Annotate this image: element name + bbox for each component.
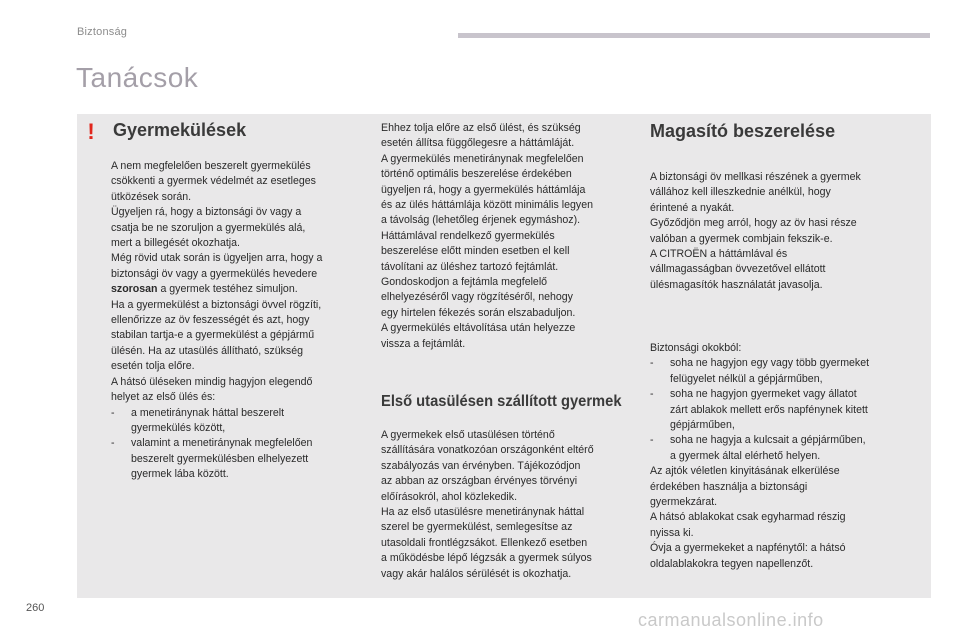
list-item: [111, 406, 322, 437]
list-item-line: a gyermek által elérhető helyen.: [670, 449, 821, 462]
text-line: vállmagasságban övvezetővel ellátott: [650, 263, 826, 276]
list-item: [650, 356, 869, 387]
text-line: távolítani az üléshez tartozó fejtámlát.: [381, 260, 559, 273]
text-line: helyet az első ülés és:: [111, 391, 216, 404]
list-item-line: gyermekülés között,: [131, 421, 226, 434]
bold-word-rest: a gyermek testéhez simuljon.: [157, 283, 298, 296]
text-line: A biztonsági öv mellkasi részének a gyermek: [650, 171, 861, 183]
text-line: A gyermekülés eltávolítása után helyezze: [381, 322, 576, 335]
text-line: nyissa ki.: [650, 526, 694, 539]
text-line: utasoldali frontlégzsákot. Ellenkező esetben: [381, 536, 588, 549]
tight-fit-line: [111, 282, 322, 297]
text-line: stabilan tartja-e a gyermekülést a gépjármű: [111, 329, 315, 342]
list-item-line: gyermek lába között.: [131, 468, 229, 481]
list-dash: -: [650, 388, 654, 401]
list-item-line: soha ne hagyjon gyermeket vagy állatot: [670, 388, 857, 401]
safety-reasons-text: [650, 341, 869, 572]
text-line: ülésmagasítók használatát javasolja.: [650, 278, 823, 291]
text-line: A nem megfelelően beszerelt gyermekülés: [111, 160, 311, 172]
text-line: A gyermekülés menetiránynak megfelelően: [381, 152, 584, 165]
text-line: Ha az első utasülésre menetiránynak háttal: [381, 506, 585, 519]
bold-word-tightly: szorosan: [111, 283, 158, 296]
list-item: [111, 436, 322, 482]
list-dash: -: [111, 437, 115, 450]
list-item-line: gépjárműben,: [670, 419, 735, 432]
text-line: Ehhez tolja előre az első ülést, és szükség: [381, 122, 581, 134]
list-dash: -: [650, 357, 654, 370]
safety-extra-lines: [650, 464, 869, 572]
text-line: mert a billegését okozhatja.: [111, 237, 240, 250]
text-line: biztonsági öv vagy a gyermekülés hevedere: [111, 267, 318, 280]
front-passenger-title: Első utasülésen szállított gyermek: [381, 393, 622, 410]
text-line: a távolság (lehetőleg érjenek egymáshoz).: [381, 214, 581, 227]
front-passenger-text: [381, 428, 594, 582]
text-line: csatja be ne szoruljon a gyermekülés alá,: [111, 221, 306, 234]
list-dash: -: [111, 406, 115, 419]
list-item-line: soha ne hagyja a kulcsait a gépjárműben,: [670, 434, 866, 447]
booster-text: [650, 170, 861, 293]
text-line: esetén állítsa függőlegesre a háttámláját.: [381, 137, 575, 150]
text-line: Az ajtók véletlen kinyitásának elkerülése: [650, 465, 840, 478]
text-line: szabályozás van érvényben. Tájékozódjon: [381, 459, 581, 472]
text-line: szerel be gyermekülést, semlegesítse az: [381, 521, 573, 534]
text-line: Győződjön meg arról, hogy az öv hasi része: [650, 217, 857, 230]
text-line: A hátsó üléseken mindig hagyjon elegendő: [111, 375, 313, 388]
text-line: és az ülés háttámlája között minimális legyen: [381, 199, 593, 212]
text-line: érintené a nyakát.: [650, 201, 735, 214]
list-dash: -: [650, 434, 654, 447]
text-line: vissza a fejtámlát.: [381, 337, 466, 350]
text-line: Ügyeljen rá, hogy a biztonsági öv vagy a: [111, 206, 302, 219]
list-item: [650, 387, 869, 433]
text-line: előírásokról, ahol közlekedik.: [381, 490, 518, 503]
text-line: ellenőrizze az öv feszességét és azt, hogy: [111, 314, 310, 327]
text-line: ülésén. Ha az utasülés állítható, szükség: [111, 344, 303, 357]
text-line: esetén tolja előre.: [111, 360, 195, 373]
text-line: történő optimális beszerelése érdekében: [381, 168, 572, 181]
header-bar: [458, 33, 930, 38]
list-item-line: felügyelet nélkül a gépjárműben,: [670, 372, 823, 385]
text-line: A CITROËN a háttámlával és: [650, 248, 788, 261]
text-line: vállához kell illeszkednie anélkül, hogy: [650, 186, 831, 199]
text-line: Gondoskodjon a fejtámla megfelelő: [381, 276, 548, 289]
list-item: [650, 433, 869, 464]
list-item-line: valamint a menetiránynak megfelelően: [131, 437, 313, 450]
text-line: az abban az országban érvényes törvényi: [381, 475, 578, 488]
child-seats-lines-a: [111, 159, 322, 282]
list-item-line: zárt ablakok mellett erős napfénynek kitett: [670, 403, 868, 416]
text-line: elhelyezéséről vagy rögzítéséről, nehogy: [381, 291, 573, 304]
text-line: csökkenti a gyermek védelmét az esetleges: [111, 175, 316, 188]
safety-reasons-intro: Biztonsági okokból:: [650, 342, 742, 354]
text-line: valóban a gyermek combjain fekszik-e.: [650, 232, 833, 245]
text-line: érdekében használja a biztonsági: [650, 480, 808, 493]
text-line: oldalablakokra tegyen napellenzőt.: [650, 557, 814, 570]
text-line: egy hirtelen fékezés során elszabaduljon.: [381, 306, 576, 319]
text-line: vagy akár halálos sérülését is okozhatja.: [381, 567, 572, 580]
list-item-line: soha ne hagyjon egy vagy több gyermeket: [670, 357, 870, 370]
text-line: beszerelése előtt minden esetben el kell: [381, 245, 570, 258]
text-line: ütközések során.: [111, 190, 192, 203]
child-seats-lines-b: [111, 298, 322, 406]
text-line: Háttámlával rendelkező gyermekülés: [381, 229, 555, 242]
text-line: ügyeljen rá, hogy a gyermekülés háttámlája: [381, 183, 586, 196]
text-line: A hátsó ablakokat csak egyharmad részig: [650, 511, 846, 524]
text-line: Óvja a gyermekeket a napfénytől: a hátsó: [650, 542, 846, 555]
text-line: Még rövid utak során is ügyeljen arra, hogy a: [111, 252, 323, 265]
text-line: a működésbe lépő légzsák a gyermek súlyos: [381, 552, 592, 565]
warning-icon: !: [87, 119, 95, 144]
text-line: szállítására vonatkozóan országonként eltérő: [381, 444, 594, 457]
header-section-label: Biztonság: [77, 26, 128, 38]
list-item-line: beszerelt gyermekülésben elhelyezett: [131, 452, 309, 465]
page-number: 260: [26, 602, 45, 614]
text-line: A gyermekek első utasülésen történő: [381, 429, 555, 441]
list-item-line: a menetiránynak háttal beszerelt: [131, 406, 285, 419]
watermark: carmanualsonline.info: [638, 610, 824, 630]
page-title: Tanácsok: [76, 62, 199, 93]
booster-title: Magasító beszerelése: [650, 121, 836, 141]
child-seats-list: [111, 406, 322, 483]
child-seats-title: Gyermekülések: [113, 120, 247, 140]
seat-install-text: [381, 121, 593, 352]
child-seats-text: [111, 159, 322, 483]
safety-reasons-list: [650, 356, 869, 464]
text-line: gyermekzárat.: [650, 496, 718, 509]
text-line: Ha a gyermekülést a biztonsági övvel rögzíti,: [111, 298, 322, 311]
